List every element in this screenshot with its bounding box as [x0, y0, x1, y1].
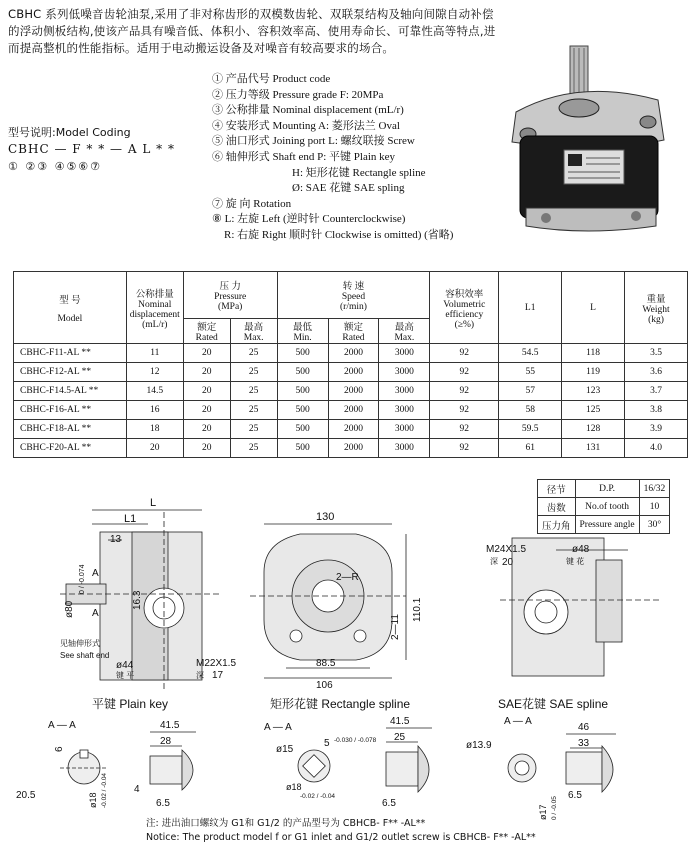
value-cell: 25: [230, 344, 277, 363]
notice: [146, 817, 536, 845]
dimension-drawings: [0, 490, 700, 820]
value-cell: 500: [277, 439, 328, 458]
svg-text:41.5: 41.5: [160, 720, 180, 731]
value-cell: 25: [230, 363, 277, 382]
svg-text:键 平: 键 平: [116, 671, 135, 680]
legend-item: ⑧ L: 左旋 Left (逆时针 Counterclockwise): [212, 213, 406, 226]
svg-text:-0.02 / -0.04: -0.02 / -0.04: [300, 793, 336, 800]
svg-text:13: 13: [110, 534, 122, 545]
value-cell: 128: [562, 420, 625, 439]
svg-text:6.5: 6.5: [156, 798, 170, 809]
svg-text:SAE花键 SAE spline: SAE花键 SAE spline: [498, 697, 609, 711]
value-cell: 3.6: [625, 363, 688, 382]
value-cell: 92: [430, 439, 499, 458]
value-cell: 18: [126, 420, 183, 439]
svg-text:2—11: 2—11: [390, 614, 401, 640]
value-cell: 20: [183, 344, 230, 363]
svg-text:A — A: A — A: [264, 722, 292, 733]
svg-text:L: L: [150, 497, 157, 509]
model-cell: CBHC-F16-AL **: [14, 401, 127, 420]
value-cell: 3000: [379, 363, 430, 382]
svg-text:41.5: 41.5: [390, 716, 410, 727]
model-code-numbers: ① ②③ ④⑤⑥⑦: [8, 160, 103, 173]
svg-text:130: 130: [316, 511, 335, 523]
value-cell: 25: [230, 439, 277, 458]
svg-text:ø48: ø48: [572, 544, 590, 555]
value-cell: 500: [277, 382, 328, 401]
svg-text:ø80: ø80: [64, 600, 75, 618]
svg-text:ø13.9: ø13.9: [466, 740, 492, 751]
value-cell: 92: [430, 344, 499, 363]
side-view-sae-spline: [486, 538, 660, 711]
svg-text:键 花: 键 花: [566, 557, 585, 566]
value-cell: 11: [126, 344, 183, 363]
value-cell: 3.9: [625, 420, 688, 439]
front-view: [250, 511, 423, 711]
value-cell: 119: [562, 363, 625, 382]
col-weight: 重量 Weight (kg): [625, 272, 688, 344]
value-cell: 16: [126, 401, 183, 420]
svg-text:6: 6: [54, 746, 65, 752]
value-cell: 2000: [328, 420, 379, 439]
col-efficiency: 容积效率 Volumetric efficiency (≥%): [430, 272, 499, 344]
svg-text:-0.030 / -0.078: -0.030 / -0.078: [334, 737, 377, 744]
col-l: L: [562, 272, 625, 344]
value-cell: 2000: [328, 401, 379, 420]
value-cell: 92: [430, 401, 499, 420]
col-pressure-rated: 额定 Rated: [183, 319, 230, 344]
model-cell: CBHC-F18-AL **: [14, 420, 127, 439]
svg-text:ø44: ø44: [116, 660, 134, 671]
svg-text:A — A: A — A: [504, 716, 532, 727]
svg-text:20: 20: [502, 557, 514, 568]
coding-legend: [212, 72, 453, 244]
value-cell: 20: [126, 439, 183, 458]
value-cell: 92: [430, 363, 499, 382]
value-cell: 3000: [379, 401, 430, 420]
value-cell: 123: [562, 382, 625, 401]
svg-text:M22X1.5: M22X1.5: [196, 658, 237, 669]
svg-text:L1: L1: [124, 513, 137, 525]
svg-text:106: 106: [316, 680, 333, 691]
legend-item: ⑤ 油口形式 Joining port L: 螺纹联接 Screw: [212, 135, 415, 148]
value-cell: 3000: [379, 420, 430, 439]
svg-text:ø17: ø17: [538, 804, 548, 820]
table-row: 齿数 No.of tooth 10: [538, 498, 670, 516]
side-view-plain-key: [60, 497, 236, 711]
value-cell: 2000: [328, 439, 379, 458]
model-cell: CBHC-F14.5-AL **: [14, 382, 127, 401]
section-rectangle-spline: [264, 716, 432, 809]
svg-text:33: 33: [578, 738, 590, 749]
table-row: [14, 420, 688, 439]
value-cell: 2000: [328, 344, 379, 363]
table-row: [14, 344, 688, 363]
svg-text:110.1: 110.1: [412, 597, 423, 622]
table-row: [14, 363, 688, 382]
value-cell: 20: [183, 382, 230, 401]
value-cell: 61: [499, 439, 562, 458]
svg-text:见轴伸形式: 见轴伸形式: [60, 639, 100, 648]
model-coding-title: 型号说明:Model Coding: [8, 126, 131, 139]
value-cell: 3.7: [625, 382, 688, 401]
value-cell: 2000: [328, 363, 379, 382]
svg-text:28: 28: [160, 736, 172, 747]
svg-text:2—R: 2—R: [336, 572, 359, 583]
svg-text:4: 4: [134, 784, 140, 795]
value-cell: 3000: [379, 382, 430, 401]
svg-text:-0.02 / -0.04: -0.02 / -0.04: [101, 772, 108, 808]
legend-item: ③ 公称排量 Nominal displacement (mL/r): [212, 104, 404, 117]
notice-cn: 注: 进出油口螺纹为 G1和 G1/2 的产品型号为 CBHCB- F** -AL**: [146, 818, 426, 829]
table-row: 径节 D.P. 16/32: [538, 480, 670, 498]
svg-text:6.5: 6.5: [568, 790, 582, 801]
value-cell: 20: [183, 420, 230, 439]
value-cell: 25: [230, 420, 277, 439]
svg-text:0 / -0.074: 0 / -0.074: [79, 564, 86, 594]
svg-text:矩形花键 Rectangle spline: 矩形花键 Rectangle spline: [270, 697, 411, 711]
value-cell: 57: [499, 382, 562, 401]
spec-table: [13, 271, 688, 458]
value-cell: 2000: [328, 382, 379, 401]
svg-text:6.5: 6.5: [382, 798, 396, 809]
legend-item: ⑦ 旋 向 Rotation: [212, 197, 292, 210]
legend-item: ② 压力等级 Pressure grade F: 20MPa: [212, 88, 384, 101]
legend-item: Ø: SAE 花键 SAE spling: [292, 182, 405, 195]
value-cell: 3000: [379, 439, 430, 458]
table-row: [14, 439, 688, 458]
col-speed-max: 最高 Max.: [379, 319, 430, 344]
legend-item: ④ 安装形式 Mounting A: 菱形法兰 Oval: [212, 119, 400, 132]
value-cell: 4.0: [625, 439, 688, 458]
svg-text:20.5: 20.5: [16, 790, 36, 801]
value-cell: 125: [562, 401, 625, 420]
value-cell: 3.8: [625, 401, 688, 420]
svg-text:25: 25: [394, 732, 406, 743]
value-cell: 3000: [379, 344, 430, 363]
legend-item: R: 右旋 Right 顺时针 Clockwise is omitted) (省略): [224, 228, 454, 241]
svg-text:A: A: [92, 608, 99, 619]
col-l1: L1: [499, 272, 562, 344]
col-speed: 转 速 Speed (r/min): [277, 272, 430, 319]
svg-text:17: 17: [212, 670, 224, 681]
value-cell: 500: [277, 420, 328, 439]
model-cell: CBHC-F11-AL **: [14, 344, 127, 363]
svg-text:ø15: ø15: [276, 744, 294, 755]
svg-text:深: 深: [196, 671, 204, 680]
svg-text:16.3: 16.3: [132, 590, 143, 610]
intro-paragraph: CBHC 系列低噪音齿轮油泵,采用了非对称齿形的双模数齿轮、双联泵结构及轴向间隙自动补偿的浮动侧板结构,使该产品具有噪音低、体积小、容积效率高、使用寿命长、可靠性高等特点,进而提高整机的性能指标。适用于电动搬运设备及对噪音有较高要求的场合。: [8, 7, 496, 55]
col-speed-rated: 额定 Rated: [328, 319, 379, 344]
value-cell: 118: [562, 344, 625, 363]
svg-text:88.5: 88.5: [316, 658, 336, 669]
col-pressure: 压 力 Pressure (MPa): [183, 272, 277, 319]
svg-text:See shaft end: See shaft end: [60, 651, 110, 660]
svg-text:M24X1.5: M24X1.5: [486, 544, 527, 555]
svg-text:46: 46: [578, 722, 590, 733]
svg-text:0 / -0.05: 0 / -0.05: [551, 796, 558, 820]
svg-text:5: 5: [324, 738, 330, 749]
value-cell: 12: [126, 363, 183, 382]
table-row: [14, 401, 688, 420]
value-cell: 3.5: [625, 344, 688, 363]
legend-item: ⑥ 轴伸形式 Shaft end P: 平键 Plain key: [212, 150, 396, 163]
value-cell: 92: [430, 420, 499, 439]
svg-text:平键 Plain key: 平键 Plain key: [92, 697, 169, 711]
value-cell: 500: [277, 401, 328, 420]
model-code: CBHC — F * * — A L * *: [8, 142, 175, 156]
table-row: [14, 382, 688, 401]
value-cell: 14.5: [126, 382, 183, 401]
value-cell: 59.5: [499, 420, 562, 439]
value-cell: 92: [430, 382, 499, 401]
notice-en: Notice: The product model f or G1 inlet and G1/2 outlet screw is CBHCB- F** -AL**: [146, 832, 536, 843]
value-cell: 54.5: [499, 344, 562, 363]
value-cell: 25: [230, 382, 277, 401]
svg-text:ø18: ø18: [286, 782, 302, 792]
value-cell: 500: [277, 344, 328, 363]
value-cell: 500: [277, 363, 328, 382]
value-cell: 20: [183, 401, 230, 420]
pump-photo: [506, 40, 668, 240]
table-row: 压力角 Pressure angle 30°: [538, 516, 670, 534]
model-cell: CBHC-F20-AL **: [14, 439, 127, 458]
col-pressure-max: 最高 Max.: [230, 319, 277, 344]
svg-text:ø18: ø18: [88, 792, 98, 808]
col-speed-min: 最低 Min.: [277, 319, 328, 344]
col-displacement: 公称排量 Nominal displacement (mL/r): [126, 272, 183, 344]
section-sae-spline: [466, 716, 616, 820]
value-cell: 20: [183, 439, 230, 458]
value-cell: 55: [499, 363, 562, 382]
svg-text:深: 深: [490, 557, 498, 566]
legend-item: ① 产品代号 Product code: [212, 73, 331, 85]
col-model: 型 号 Model: [14, 272, 127, 344]
value-cell: 20: [183, 363, 230, 382]
value-cell: 131: [562, 439, 625, 458]
value-cell: 58: [499, 401, 562, 420]
section-plain-key: [16, 720, 196, 809]
model-cell: CBHC-F12-AL **: [14, 363, 127, 382]
svg-text:A — A: A — A: [48, 720, 76, 731]
svg-text:A: A: [92, 568, 99, 579]
value-cell: 25: [230, 401, 277, 420]
legend-item: H: 矩形花键 Rectangle spline: [292, 166, 426, 179]
